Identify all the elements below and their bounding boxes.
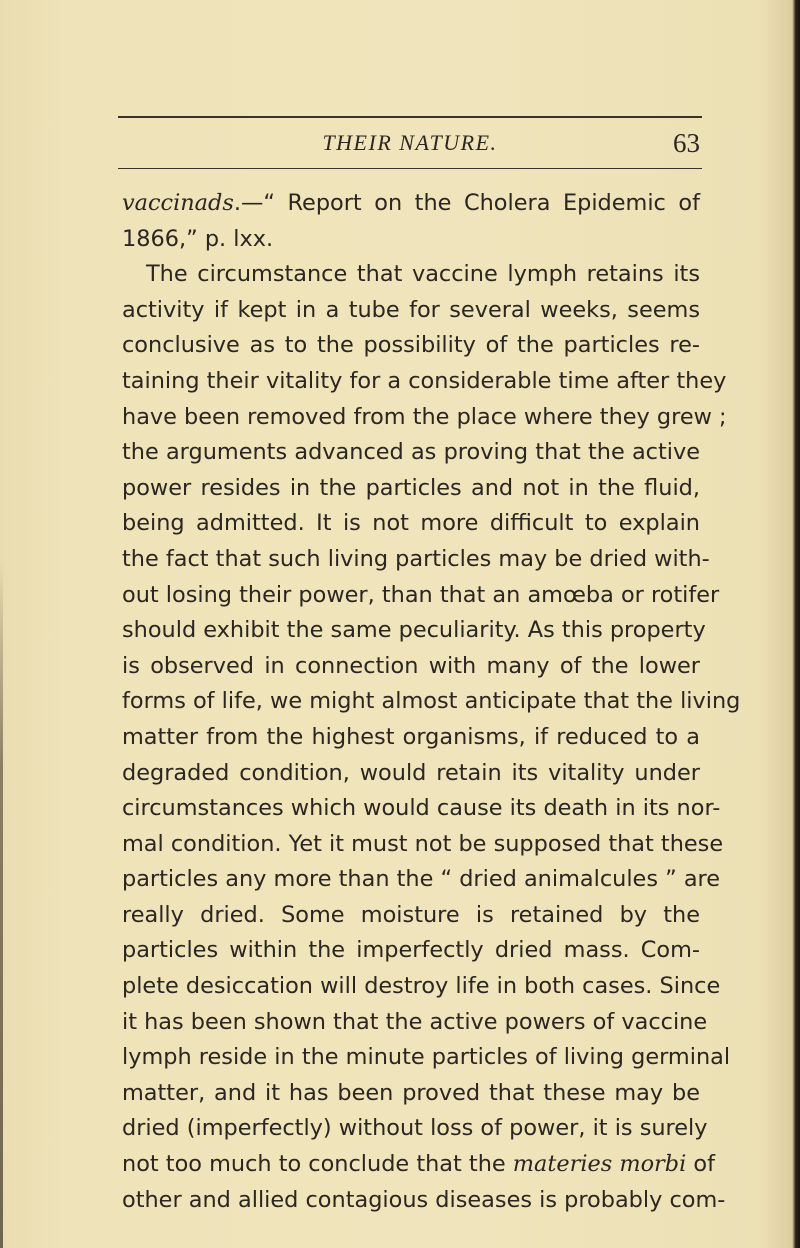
- running-title: THEIR NATURE.: [322, 130, 498, 155]
- body-text: [122, 186, 741, 1218]
- text-line: should exhibit the same peculiarity. As this property: [122, 617, 706, 644]
- text-line: degraded condition, would retain its vitality under: [122, 759, 700, 786]
- text-line: plete desiccation will destroy life in both cases. Since: [122, 973, 721, 1000]
- running-head: [120, 126, 700, 162]
- text-line: forms of life, we might almost anticipate that the living: [122, 688, 741, 715]
- page-right-edge: [792, 0, 800, 1248]
- text-line: is observed in connection with many of the lower: [122, 652, 700, 679]
- text-line: other and allied contagious diseases is probably com-: [122, 1186, 726, 1213]
- text-line: have been removed from the place where they grew ;: [122, 403, 727, 430]
- text-line: mal condition. Yet it must not be supposed that these: [122, 830, 724, 857]
- text-line: conclusive as to the possibility of the particles re-: [122, 332, 700, 359]
- text-line: 1866,” p. lxx.: [122, 225, 274, 252]
- text-line: particles within the imperfectly dried mass. Com-: [122, 937, 700, 964]
- text-line: vaccinads.—“ Report on the Cholera Epidemic of: [122, 190, 700, 216]
- text-line: lymph reside in the minute particles of living germinal: [122, 1044, 731, 1071]
- text-line: taining their vitality for a considerable time after they: [122, 367, 727, 394]
- text-line: dried (imperfectly) without loss of power, it is surely: [122, 1115, 708, 1142]
- text-line: circumstances which would cause its death in its nor-: [122, 795, 721, 822]
- text-line: the arguments advanced as proving that the active: [122, 439, 700, 466]
- text-line: being admitted. It is not more difficult to explain: [122, 510, 700, 537]
- text-line: out losing their power, than that an amœba or rotifer: [122, 581, 720, 608]
- text-line: power resides in the particles and not in the fluid,: [122, 474, 700, 501]
- text-line: matter, and it has been proved that these may be: [122, 1079, 700, 1106]
- text-line: particles any more than the “ dried animalcules ” are: [122, 866, 721, 893]
- text-line: matter from the highest organisms, if reduced to a: [122, 723, 700, 750]
- page-left-shadow: [0, 560, 3, 1248]
- text-line: The circumstance that vaccine lymph retains its: [146, 261, 700, 288]
- header-rule-bottom: [118, 168, 702, 169]
- text-line: it has been shown that the active powers of vaccine: [122, 1008, 708, 1035]
- header-rule-top: [118, 116, 702, 118]
- text-line: not too much to conclude that the materies morbi of: [122, 1151, 715, 1178]
- text-line: really dried. Some moisture is retained by the: [122, 901, 700, 928]
- text-line: the fact that such living particles may be dried with-: [122, 545, 710, 572]
- text-line: activity if kept in a tube for several weeks, seems: [122, 296, 700, 323]
- page-number: 63: [673, 128, 700, 158]
